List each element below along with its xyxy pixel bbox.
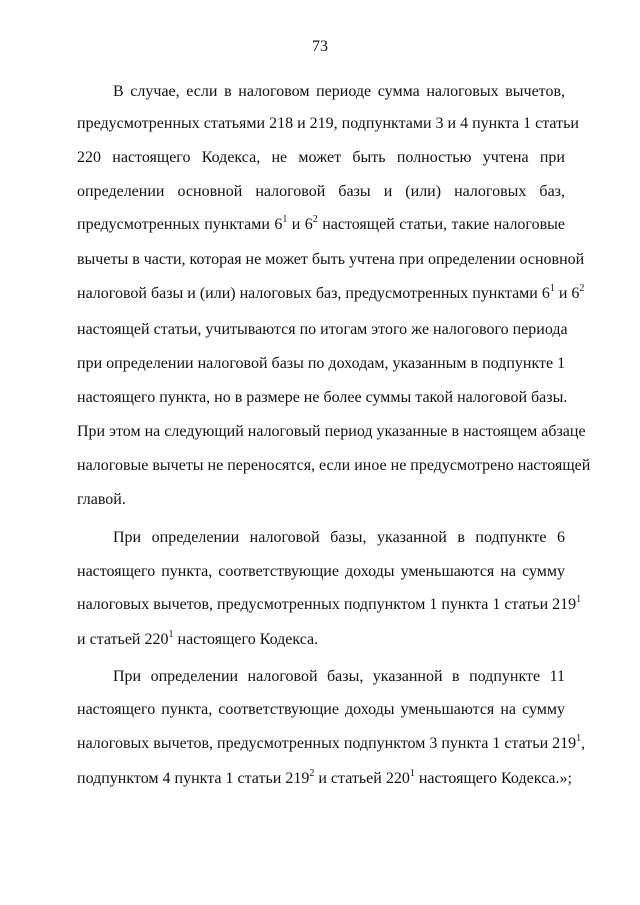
text-run: и 6 [554, 285, 580, 302]
text-run: настоящей статьи, такие налоговые [317, 216, 565, 233]
text-line [77, 283, 585, 304]
superscript: 2 [312, 214, 318, 225]
text-line: В случае, если в налоговом периоде сумма налоговых вычетов, [113, 83, 565, 100]
page-number: 73 [312, 38, 328, 55]
text-line [77, 594, 582, 615]
superscript: 1 [549, 283, 555, 294]
superscript: 1 [409, 768, 415, 779]
text-line: При этом на следующий налоговый период указанные в настоящем абзаце [77, 423, 586, 440]
text-line: налоговые вычеты не переносятся, если иное не предусмотрено настоящей [77, 457, 591, 474]
text-run: налоговых вычетов, предусмотренных подпунктом 1 пункта 1 статьи 219 [77, 596, 577, 613]
superscript: 1 [576, 594, 582, 605]
text-run: настоящего Кодекса. [173, 631, 319, 648]
text-run: налоговых вычетов, предусмотренных подпунктом 3 пункта 1 статьи 219 [77, 735, 577, 752]
text-line: предусмотренных статьями 218 и 219, подпунктами 3 и 4 пункта 1 статьи [77, 115, 579, 132]
text-line: настоящего пункта, соответствующие доходы уменьшаются на сумму [77, 701, 565, 718]
text-line [77, 215, 565, 235]
text-run: и статьей 220 [314, 770, 410, 787]
text-line: настоящей статьи, учитываются по итогам этого же налогового периода [77, 321, 568, 338]
text-run: настоящего Кодекса.»; [414, 770, 572, 787]
text-line: При определении налоговой базы, указанной в подпункте 6 [113, 529, 565, 546]
text-line [77, 733, 586, 754]
text-line: при определении налоговой базы по доходам, указанным в подпункте 1 [77, 355, 566, 372]
text-line: При определении налоговой базы, указанной в подпункте 11 [113, 668, 565, 685]
text-line: настоящего пункта, но в размере не более суммы такой налоговой базы. [77, 389, 568, 406]
text-run: подпунктом 4 пункта 1 статьи 219 [77, 770, 310, 787]
text-run: , [581, 735, 586, 752]
text-line [77, 768, 572, 789]
text-run: и статьей 220 [77, 631, 169, 648]
text-line: определении основной налоговой базы и (или) налоговых баз, [77, 183, 565, 200]
superscript: 2 [309, 768, 315, 779]
text-line: главой. [77, 491, 126, 508]
text-line [77, 630, 565, 650]
superscript: 1 [282, 214, 288, 225]
superscript: 2 [579, 283, 585, 294]
text-line: вычеты в части, которая не может быть учтена при определении основной [77, 251, 585, 268]
text-line: настоящего пункта, соответствующие доходы уменьшаются на сумму [77, 563, 565, 580]
text-line: 220 настоящего Кодекса, не может быть полностью учтена при [77, 149, 565, 166]
superscript: 1 [168, 629, 174, 640]
text-run: и 6 [287, 216, 313, 233]
text-run: налоговой базы и (или) налоговых баз, предусмотренных пунктами 6 [77, 285, 550, 302]
text-run: предусмотренных пунктами 6 [77, 216, 283, 233]
superscript: 1 [576, 733, 582, 744]
